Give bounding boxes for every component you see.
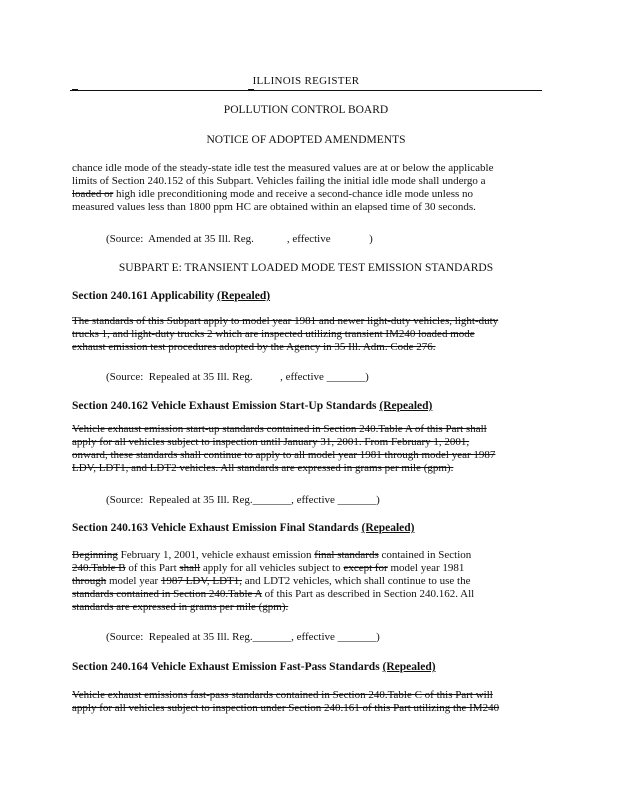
subpart-title: SUBPART E: TRANSIENT LOADED MODE TEST EMISSION STANDARDS — [118, 262, 494, 274]
section-text: apply for all vehicles subject to — [200, 561, 344, 574]
section-line — [72, 588, 542, 601]
deleted-text: except for — [343, 561, 388, 574]
section-163-heading — [72, 522, 415, 534]
repealed-label: (Repealed) — [379, 400, 433, 412]
section-heading-text: Section 240.163 Vehicle Exhaust Emission Final Standards — [72, 522, 359, 534]
section-162-heading — [72, 400, 432, 412]
section-161-paragraph — [72, 315, 542, 354]
section-text: and LDT2 vehicles, which shall continue to use the — [242, 574, 471, 587]
section-line — [72, 575, 542, 588]
section-162-paragraph — [72, 423, 542, 475]
deleted-text: 1987 LDV, LDT1, — [160, 574, 242, 587]
intro-paragraph — [72, 162, 542, 214]
intro-line — [72, 188, 542, 201]
deleted-text: trucks 1, and light-duty trucks 2 which are inspected utilizing transient IM240 loaded mode — [72, 327, 475, 340]
deleted-text: Beginning — [72, 549, 118, 561]
register-title: ILLINOIS REGISTER — [252, 75, 360, 87]
header-tick-mark — [248, 89, 254, 91]
deleted-line: The standards of this Subpart apply to model year 1981 and newer light-duty vehicles, light-duty — [72, 315, 499, 327]
deleted-line: standards are expressed in grams per mile (gpm). — [72, 600, 289, 613]
source-note: (Source: Amended at 35 Ill. Reg. , effective ) — [106, 233, 373, 245]
section-line — [72, 549, 542, 562]
deleted-text: loaded or — [72, 187, 114, 200]
deleted-text: standards contained in Section 240.Table A — [72, 587, 262, 600]
deleted-line: apply for all vehicles subject to inspection until January 31, 2001. From February 1, 2001, — [72, 435, 470, 448]
deleted-line: exhaust emission test procedures adopted by the Agency in 35 Ill. Adm. Code 276. — [72, 340, 436, 353]
section-line — [72, 562, 542, 575]
section-163-paragraph — [72, 549, 542, 614]
intro-line: limits of Section 240.152 of this Subpart. Vehicles failing the initial idle mode shall undergo a — [72, 174, 486, 187]
repealed-label: (Repealed) — [382, 661, 436, 673]
register-header — [70, 74, 542, 91]
deleted-text: through — [72, 574, 107, 587]
source-note: (Source: Repealed at 35 Ill. Reg._______, effective _______) — [106, 494, 380, 506]
notice-title: NOTICE OF ADOPTED AMENDMENTS — [206, 134, 406, 146]
deleted-line: LDV, LDT1, and LDT2 vehicles. All standards are expressed in grams per mile (gpm). — [72, 461, 454, 474]
header-tick-mark — [72, 89, 78, 91]
section-text: model year 1981 — [387, 561, 465, 574]
section-heading-text: Section 240.161 Applicability — [72, 290, 215, 302]
deleted-text: shall — [179, 561, 201, 574]
section-164-paragraph — [72, 689, 542, 715]
deleted-text: 240.Table B — [72, 561, 126, 574]
section-text: contained in Section — [378, 549, 472, 561]
section-heading-text: Section 240.162 Vehicle Exhaust Emission Start-Up Standards — [72, 400, 377, 412]
board-title: POLLUTION CONTROL BOARD — [223, 104, 389, 116]
deleted-line: apply for all vehicles subject to inspection under Section 240.161 of this Part utilizing the IM240 — [72, 701, 500, 714]
section-text: February 1, 2001, vehicle exhaust emission — [117, 549, 315, 561]
deleted-line: onward, these standards shall continue to apply to all model year 1981 through model year 1987 — [72, 448, 496, 461]
source-note: (Source: Repealed at 35 Ill. Reg._______, effective _______) — [106, 631, 380, 643]
intro-line: measured values less than 1800 ppm HC are obtained within an elapsed time of 30 seconds. — [72, 200, 476, 213]
repealed-label: (Repealed) — [217, 290, 271, 302]
section-heading-text: Section 240.164 Vehicle Exhaust Emission Fast-Pass Standards — [72, 661, 380, 673]
section-text: model year — [106, 574, 161, 587]
section-line — [72, 328, 542, 341]
section-text: of this Part as described in Section 240.162. All — [261, 587, 475, 600]
intro-line: chance idle mode of the steady-state idle test the measured values are at or below the applicable — [72, 162, 494, 174]
deleted-line: Vehicle exhaust emissions fast-pass standards contained in Section 240.Table C of this Part will — [72, 689, 493, 701]
intro-text: high idle preconditioning mode and receive a second-chance idle mode unless no — [113, 187, 474, 200]
deleted-text: final standards — [314, 549, 379, 561]
section-164-heading — [72, 661, 436, 673]
section-161-heading — [72, 290, 270, 302]
source-note: (Source: Repealed at 35 Ill. Reg. , effective _______) — [106, 371, 369, 383]
section-text: of this Part — [125, 561, 180, 574]
repealed-label: (Repealed) — [361, 522, 415, 534]
deleted-line: Vehicle exhaust emission start-up standards contained in Section 240.Table A of this Part shall — [72, 423, 487, 435]
